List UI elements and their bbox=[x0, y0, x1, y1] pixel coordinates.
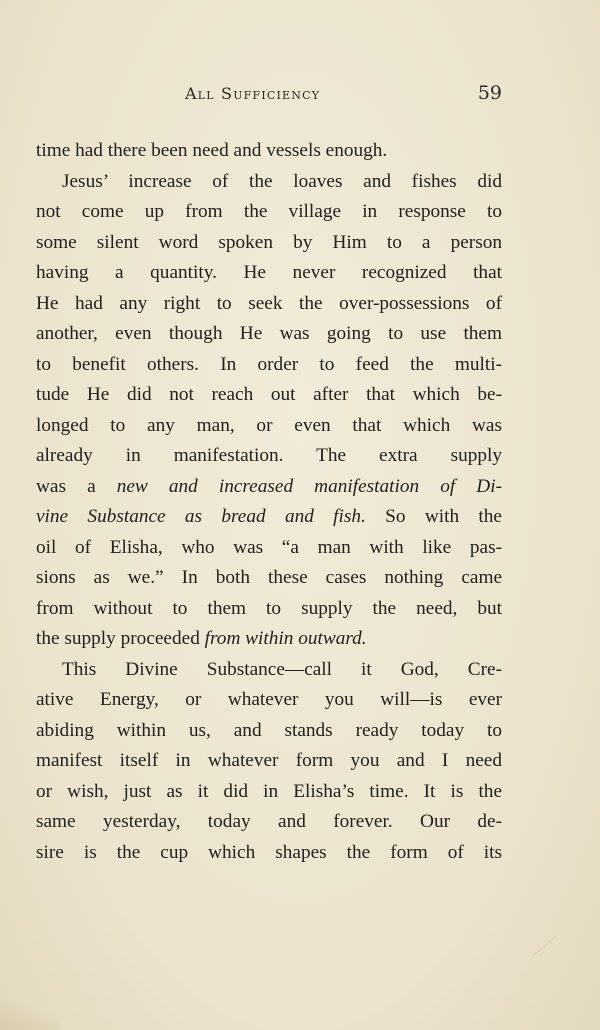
text-segment: not come up from the village in response to bbox=[36, 201, 502, 222]
text-line bbox=[36, 197, 502, 228]
text-line bbox=[36, 441, 502, 472]
text-segment: another, even though He was going to use them bbox=[36, 323, 502, 344]
text-segment: This Divine Substance—call it God, Cre- bbox=[62, 658, 502, 680]
page-number: 59 bbox=[477, 82, 502, 104]
text-line bbox=[36, 380, 502, 411]
text-segment: oil of Elisha, who was “a man with like pas- bbox=[36, 536, 502, 558]
text-line bbox=[36, 594, 502, 625]
text-segment: time had there been need and vessels enough. bbox=[36, 140, 388, 161]
text-line bbox=[36, 350, 502, 381]
text-line bbox=[36, 533, 502, 564]
text-line bbox=[36, 411, 502, 442]
text-segment: abiding within us, and stands ready today to bbox=[36, 719, 502, 741]
text-line bbox=[36, 685, 502, 716]
text-segment: to benefit others. In order to feed the multi- bbox=[36, 353, 502, 375]
text-line bbox=[36, 319, 502, 350]
text-line bbox=[36, 228, 502, 259]
text-segment: Jesus’ increase of the loaves and fishes did bbox=[62, 170, 502, 192]
text-line bbox=[36, 624, 502, 655]
page-header bbox=[36, 82, 502, 112]
text-line bbox=[36, 136, 502, 167]
text-segment: was a bbox=[36, 475, 117, 497]
italic-text: vine Substance as bread and fish. bbox=[36, 506, 366, 527]
text-segment: from without to them to supply the need, but bbox=[36, 597, 502, 619]
paper-scratch bbox=[533, 935, 557, 955]
text-segment: So with the bbox=[365, 506, 502, 527]
text-line bbox=[36, 472, 502, 503]
italic-text: from within outward. bbox=[204, 628, 367, 649]
text-segment: or wish, just as it did in Elisha’s time. It is the bbox=[36, 780, 502, 802]
text-segment: already in manifestation. The extra supply bbox=[36, 445, 502, 466]
text-segment: the supply proceeded bbox=[36, 628, 205, 649]
page-corner-shade bbox=[0, 1000, 60, 1030]
running-title: All Sufficiency bbox=[185, 84, 321, 103]
text-segment: tude He did not reach out after that which be- bbox=[36, 384, 502, 405]
text-line bbox=[36, 777, 502, 808]
italic-text: new and increased manifestation of Di- bbox=[116, 475, 502, 497]
text-segment: manifest itself in whatever form you and I need bbox=[36, 750, 502, 771]
text-segment: ative Energy, or whatever you will—is ever bbox=[36, 689, 502, 710]
text-segment: having a quantity. He never recognized that bbox=[36, 262, 502, 283]
text-segment: sire is the cup which shapes the form of its bbox=[36, 841, 502, 863]
text-segment: He had any right to seek the over-possessions of bbox=[36, 292, 502, 314]
text-line bbox=[36, 746, 502, 777]
text-line bbox=[36, 258, 502, 289]
text-line bbox=[36, 807, 502, 838]
text-line bbox=[36, 838, 502, 869]
text-segment: some silent word spoken by Him to a person bbox=[36, 231, 502, 253]
text-segment: longed to any man, or even that which was bbox=[36, 414, 502, 436]
text-line bbox=[36, 502, 502, 533]
text-line bbox=[36, 563, 502, 594]
body-text bbox=[36, 136, 502, 868]
text-line bbox=[36, 655, 502, 686]
text-line bbox=[36, 167, 502, 198]
text-line bbox=[36, 289, 502, 320]
text-segment: same yesterday, today and forever. Our de- bbox=[36, 811, 502, 832]
text-segment: sions as we.” In both these cases nothing came bbox=[36, 567, 502, 588]
text-line bbox=[36, 716, 502, 747]
